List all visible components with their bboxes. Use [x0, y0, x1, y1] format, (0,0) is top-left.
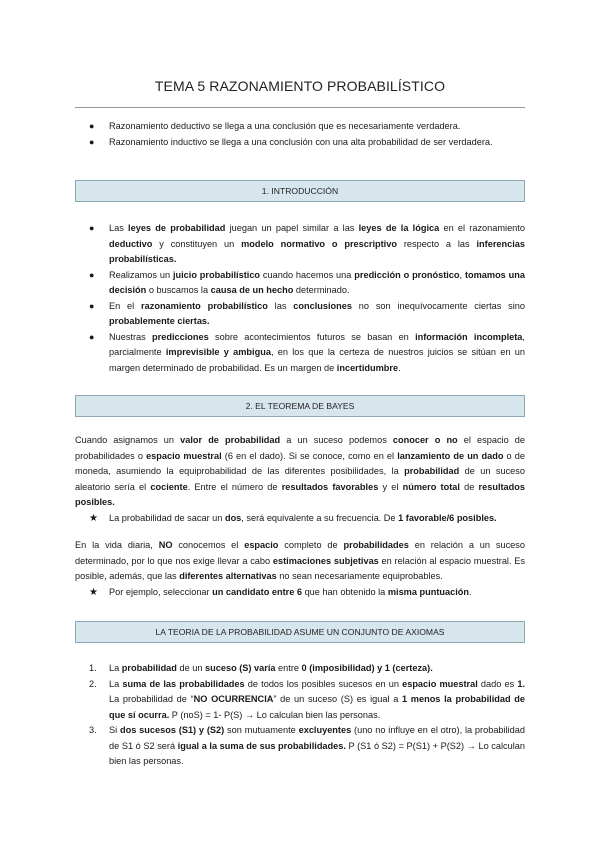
bold-text: resultados favorables: [281, 481, 379, 492]
bayes-star-text-2: [109, 587, 472, 597]
bullet-icon: ●: [89, 121, 95, 131]
bold-text: un candidato entre 6: [212, 586, 303, 597]
text-run: (6 en el dado). Si se conoce, como en el: [221, 450, 398, 461]
bold-text: lanzamiento de un dado: [397, 450, 504, 461]
bold-text: dos: [224, 512, 242, 523]
bullet-item: [75, 268, 525, 299]
text-run: y constituyen un: [152, 238, 242, 249]
text-run: de todos los posibles sucesos en un: [244, 678, 403, 689]
bold-text: cociente: [150, 481, 188, 492]
bold-text: suma de las probabilidades: [122, 678, 245, 689]
bold-text: espacio muestral: [146, 450, 222, 461]
text-run: son mutuamente: [224, 725, 299, 735]
bold-text: resultados posibles.: [75, 481, 525, 507]
bold-text: predicciones: [152, 331, 209, 342]
text-run: no son inequívocamente ciertas sino: [351, 300, 526, 311]
axiom-number: 3.: [89, 725, 97, 735]
axiom-item: [75, 677, 525, 724]
text-run: Si: [109, 725, 120, 735]
text-run: completo de: [278, 540, 344, 550]
text-run: La probabilidad de sacar un: [109, 512, 225, 523]
text-run: La: [109, 663, 122, 673]
text-run: a un suceso podemos: [280, 435, 393, 445]
bayes-paragraph-2: [75, 538, 525, 585]
bold-text: espacio muestral: [402, 678, 478, 689]
bullet-text: Razonamiento deductivo se llega a una conclusión que es necesariamente verdadera.: [109, 121, 461, 131]
text-run: , parcialmente: [109, 331, 525, 357]
bold-text: leyes de la lógica: [358, 223, 440, 233]
page-title: TEMA 5 RAZONAMIENTO PROBABILÍSTICO: [154, 78, 446, 94]
bullet-item: [75, 119, 525, 135]
text-run: de un suceso aleatorio sería el: [75, 466, 525, 492]
axiom-number: 1.: [89, 663, 97, 673]
text-run: no sean necesariamente equiprobables.: [276, 571, 443, 581]
bullet-icon: ●: [89, 331, 95, 342]
title-divider: [75, 107, 525, 108]
section-header-introduccion: 1. INTRODUCCIÓN: [75, 180, 525, 202]
text-run: ,: [459, 269, 465, 280]
bold-text: igual a la suma de sus probabilidades.: [177, 740, 346, 751]
bold-text: 1 menos la probabilidad de que sí ocurra.: [109, 694, 525, 720]
bold-text: probablemente ciertas.: [109, 316, 210, 326]
text-run: dado es: [477, 678, 518, 689]
intro-bullets: [75, 119, 525, 150]
text-run: que han obtenido la: [302, 586, 388, 597]
axiom-number: 2.: [89, 678, 97, 689]
axiom-item: [75, 661, 525, 677]
bold-text: 0 (imposibilidad) y 1 (certeza).: [301, 663, 433, 673]
bayes-star-item-2: [75, 585, 525, 601]
text-run: P (S1 ó S2) = P(S1) + P(S2) → Lo calculan bien las personas.: [109, 740, 525, 766]
bold-text: modelo normativo o prescriptivo: [241, 238, 397, 249]
bold-text: NO OCURRENCIA: [193, 694, 274, 704]
bold-text: información incompleta: [415, 331, 523, 342]
text-run: entre: [275, 663, 302, 673]
text-run: cuando hacemos una: [260, 269, 355, 280]
text-run: sobre acontecimientos futuros se basan en: [208, 331, 416, 342]
axioms-list: [75, 661, 525, 770]
axioms-content: [75, 661, 525, 770]
text-run: . Entre el número de: [187, 481, 282, 492]
text-run: el espacio de probabilidades o: [75, 435, 526, 461]
bold-text: imprevisible y ambigua: [165, 347, 271, 357]
text-run: Cuando asignamos un: [75, 435, 181, 445]
bold-text: probabilidad: [404, 466, 460, 476]
text-run: ” de un suceso (S) es igual a: [273, 694, 402, 704]
bold-text: tomamos una decisión: [109, 269, 525, 295]
text-run: en el razonamiento: [439, 223, 525, 233]
axiom-item: [75, 723, 525, 770]
text-run: Por ejemplo, seleccionar: [109, 586, 213, 597]
text-run: determinado.: [293, 285, 350, 295]
bold-text: deductivo: [109, 238, 153, 249]
bold-text: razonamiento probabilístico: [141, 300, 268, 311]
text-run: En la vida diaria,: [75, 540, 159, 550]
bold-text: misma puntuación: [387, 586, 470, 597]
text-run: o buscamos la: [146, 285, 211, 295]
bayes-star-item-1: [75, 511, 525, 527]
text-run: las: [267, 300, 294, 311]
text-run: conocemos el: [172, 540, 245, 550]
bullet-item: [75, 221, 525, 268]
bold-text: conclusiones: [293, 300, 352, 311]
bold-text: dos sucesos (S1) y (S2): [120, 725, 225, 735]
bullet-icon: ●: [89, 223, 95, 233]
introduccion-bullets: [75, 221, 525, 376]
bold-text: probabilidades: [343, 540, 409, 550]
text-run: (uno no influye en el otro), la probabilidad de S1 ó S2 será: [109, 725, 525, 751]
text-run: de un: [176, 663, 206, 673]
section-header-bayes: 2. EL TEOREMA DE BAYES: [75, 395, 525, 417]
bold-text: juicio probabilístico: [172, 269, 261, 280]
bold-text: suceso (S) varía: [205, 663, 276, 673]
text-run: Realizamos un: [109, 269, 173, 280]
bold-text: incertidumbre: [336, 362, 399, 373]
text-run: .: [469, 586, 472, 597]
text-run: , en los que la certeza de nuestros juicios se sitúan en un margen determinado de probabilidad. Es un margen de: [109, 347, 525, 373]
bold-text: diferentes alternativas: [179, 571, 277, 581]
star-icon: ★: [89, 512, 98, 524]
text-run: respecto a las: [396, 238, 477, 249]
text-run: y el: [378, 481, 403, 492]
bold-text: espacio: [244, 540, 279, 550]
text-run: juegan un papel similar a las: [225, 223, 359, 233]
star-icon: ★: [89, 586, 98, 598]
text-run: Nuestras: [109, 331, 153, 342]
text-run: en relación al espacio muestral. Es posible, además, que las: [75, 555, 525, 581]
bullet-icon: ●: [89, 136, 95, 147]
text-run: En el: [109, 300, 142, 311]
introduccion-list: [75, 221, 525, 376]
bold-text: 1 favorable/6 posibles.: [398, 512, 497, 523]
intro-list: [75, 119, 525, 150]
bold-text: probabilidad: [121, 663, 177, 673]
section-header-axiomas: LA TEORIA DE LA PROBABILIDAD ASUME UN CONJUNTO DE AXIOMAS: [75, 621, 525, 643]
bold-text: excluyentes: [298, 725, 352, 735]
bullet-item: [75, 135, 525, 151]
text-run: o de moneda, asumiendo la equiprobabilidad de las diferentes posibilidades, la: [75, 450, 525, 476]
text-run: en relación a un suceso determinado, por lo que nos exige llevar a cabo: [75, 540, 525, 566]
bold-text: conocer o no: [392, 435, 458, 445]
text-run: P (noS) = 1- P(S) → Lo calculan bien las personas.: [169, 709, 381, 720]
bold-text: estimaciones subjetivas: [272, 555, 379, 566]
text-run: .: [398, 362, 401, 373]
bold-text: número total: [402, 481, 460, 492]
bullet-item: [75, 330, 525, 377]
text-run: Las: [109, 223, 129, 233]
bullet-text: Razonamiento inductivo se llega a una conclusión con una alta probabilidad de ser verdadera.: [109, 136, 493, 147]
bold-text: NO: [158, 540, 173, 550]
text-run: de: [459, 481, 479, 492]
bold-text: leyes de probabilidad: [128, 223, 226, 233]
bold-text: inferencias probabilísticas.: [109, 238, 525, 264]
bayes-star-text-1: [109, 513, 497, 523]
bayes-paragraph-1: [75, 433, 525, 511]
bullet-icon: ●: [89, 300, 95, 311]
bullet-item: [75, 299, 525, 330]
bold-text: predicción o pronóstico: [354, 269, 460, 280]
bold-text: 1.: [517, 678, 525, 689]
text-run: , será equivalente a su frecuencia. De: [241, 512, 399, 523]
bullet-icon: ●: [89, 269, 95, 280]
bold-text: valor de probabilidad: [180, 435, 281, 445]
bayes-content: [75, 433, 525, 600]
text-run: La probabilidad de “: [109, 694, 194, 704]
text-run: La: [109, 678, 123, 689]
bold-text: causa de un hecho: [210, 285, 294, 295]
